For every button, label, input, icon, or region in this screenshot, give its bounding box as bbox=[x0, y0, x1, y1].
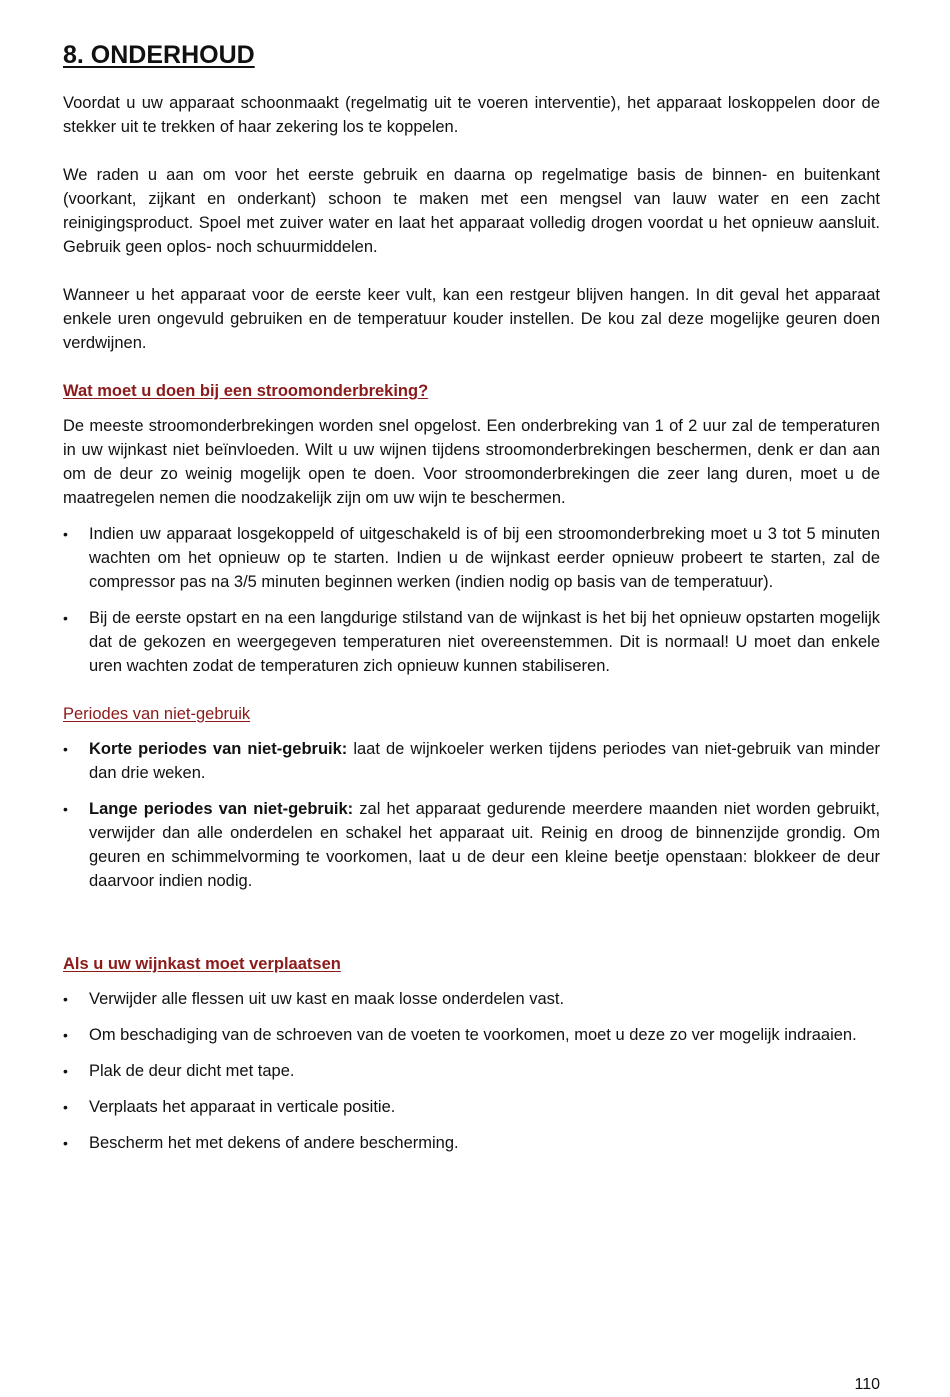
bullet-icon: • bbox=[63, 991, 68, 1007]
list-item-text: Bescherm het met dekens of andere bescherming. bbox=[89, 1134, 459, 1152]
list-item-label: Lange periodes van niet-gebruik: bbox=[89, 800, 354, 818]
list-item bbox=[63, 797, 880, 893]
list-item bbox=[63, 522, 880, 594]
bullet-icon: • bbox=[63, 1099, 68, 1115]
intro-paragraph-3: Wanneer u het apparaat voor de eerste keer vult, kan een restgeur blijven hangen. In dit geval het apparaat enkele uren ongevuld gebruiken en de temperatuur kouder instellen. De kou zal deze mogelijke geuren doen verdwijnen. bbox=[63, 286, 880, 352]
moving-list bbox=[63, 987, 880, 1155]
list-item bbox=[63, 1059, 880, 1083]
list-item-text: zal het apparaat gedurende meerdere maanden niet worden gebruikt, verwijder dan alle onderdelen en schakel het apparaat uit. Reinig en droog de binnenzijde grondig. Om geuren en schimmelvorming te voorkomen, laat u de deur een kleine beetje openstaan: blokkeer de deur daarvoor indien nodig. bbox=[89, 800, 880, 890]
power-outage-list bbox=[63, 522, 880, 678]
power-outage-paragraph: De meeste stroomonderbrekingen worden snel opgelost. Een onderbreking van 1 of 2 uur zal de temperaturen in uw wijnkast niet beïnvloeden. Wilt u uw wijnen tijdens stroomonderbrekingen beschermen, denk er dan aan om de deur zo weinig mogelijk open te doen. Voor stroomonderbrekingen die zeer lang duren, moet u de maatregelen nemen die noodzakelijk zijn om uw wijn te beschermen. bbox=[63, 417, 880, 507]
bullet-icon: • bbox=[63, 801, 68, 817]
list-item-text: laat de wijnkoeler werken tijdens periodes van niet-gebruik van minder dan drie weken. bbox=[89, 740, 880, 782]
bullet-icon: • bbox=[63, 610, 68, 626]
bullet-icon: • bbox=[63, 1135, 68, 1151]
list-item-text: Verwijder alle flessen uit uw kast en maak losse onderdelen vast. bbox=[89, 990, 565, 1008]
list-item bbox=[63, 1131, 880, 1155]
page-title: 8. ONDERHOUD bbox=[63, 41, 255, 69]
list-item bbox=[63, 987, 880, 1011]
page-number: 110 bbox=[854, 1376, 880, 1393]
bullet-icon: • bbox=[63, 741, 68, 757]
list-item-text: Indien uw apparaat losgekoppeld of uitgeschakeld is of bij een stroomonderbreking moet u 3 tot 5 minuten wachten om het opnieuw op te starten. Indien u de wijnkast eerder opnieuw probeert te starten, zal de compressor pas na 3/5 minuten beginnen werken (indien nodig op basis van de temperatuur). bbox=[89, 525, 880, 591]
document-page bbox=[63, 40, 880, 1155]
list-item-label: Korte periodes van niet-gebruik: bbox=[89, 740, 348, 758]
bullet-icon: • bbox=[63, 1027, 68, 1043]
bullet-icon: • bbox=[63, 1063, 68, 1079]
list-item bbox=[63, 1095, 880, 1119]
non-use-heading: Periodes van niet-gebruik bbox=[63, 705, 251, 723]
list-item-text: Bij de eerste opstart en na een langdurige stilstand van de wijnkast is het bij het opnieuw opstarten mogelijk dat de gekozen en weergegeven temperaturen niet overeenstemmen. Dit is normaal! U moet dan enkele uren wachten zodat de temperaturen zich opnieuw kunnen stabiliseren. bbox=[89, 609, 880, 675]
list-item bbox=[63, 737, 880, 785]
intro-paragraph-1: Voordat u uw apparaat schoonmaakt (regelmatig uit te voeren interventie), het apparaat loskoppelen door de stekker uit te trekken of haar zekering los te koppelen. bbox=[63, 94, 880, 136]
list-item bbox=[63, 606, 880, 678]
intro-paragraph-2: We raden u aan om voor het eerste gebruik en daarna op regelmatige basis de binnen- en buitenkant (voorkant, zijkant en onderkant) schoon te maken met een mengsel van lauw water en een zacht reinigingsproduct. Spoel met zuiver water en laat het apparaat volledig drogen voordat u het opnieuw aansluit. Gebruik geen oplos- noch schuurmiddelen. bbox=[63, 166, 880, 256]
non-use-list bbox=[63, 737, 880, 893]
list-item-text: Om beschadiging van de schroeven van de voeten te voorkomen, moet u deze zo ver mogelijk indraaien. bbox=[89, 1026, 857, 1044]
list-item-text: Plak de deur dicht met tape. bbox=[89, 1062, 295, 1080]
list-item bbox=[63, 1023, 880, 1047]
moving-heading: Als u uw wijnkast moet verplaatsen bbox=[63, 955, 341, 973]
bullet-icon: • bbox=[63, 526, 68, 542]
list-item-text: Verplaats het apparaat in verticale positie. bbox=[89, 1098, 396, 1116]
power-outage-heading: Wat moet u doen bij een stroomonderbreking? bbox=[63, 382, 429, 400]
